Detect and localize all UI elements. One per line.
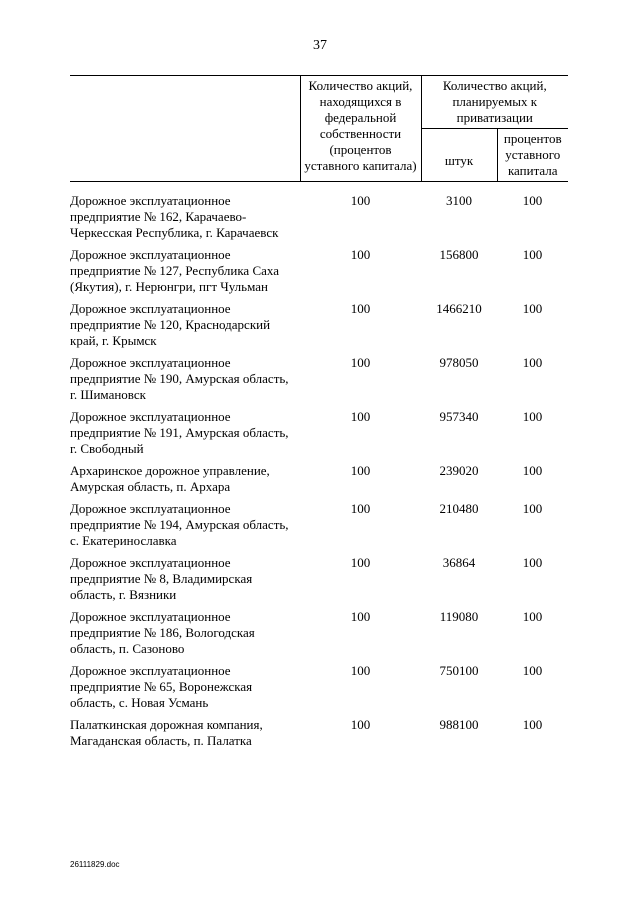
enterprise-name-cell: Дорожное эксплуатационное предприятие № 65, Воронежская область, с. Новая Усмань xyxy=(70,663,253,710)
planned-percent-capital-cell: 100 xyxy=(522,717,543,732)
table-row xyxy=(70,501,568,555)
table-row xyxy=(70,555,568,609)
federal-share-percent-cell: 100 xyxy=(350,355,371,370)
planned-shares-count-cell: 978050 xyxy=(439,355,479,370)
table-row xyxy=(70,717,568,755)
federal-share-percent-cell: 100 xyxy=(350,501,371,516)
enterprise-name-cell: Палаткинская дорожная компания, Магаданская область, п. Палатка xyxy=(70,717,263,748)
table-body xyxy=(70,182,568,756)
table-row xyxy=(70,463,568,501)
table-row xyxy=(70,247,568,301)
federal-share-percent-cell: 100 xyxy=(350,463,371,478)
header-pieces: штук xyxy=(421,129,497,182)
federal-share-percent-cell: 100 xyxy=(350,409,371,424)
enterprise-name-cell: Дорожное эксплуатационное предприятие № 191, Амурская область, г. Свободный xyxy=(70,409,289,456)
header-federal-shares: Количество акций, находящихся в федеральной собственности (процентов уставного капитала) xyxy=(300,76,421,182)
footer-filename: 26111829.doc xyxy=(70,860,120,869)
privatization-table xyxy=(70,75,568,755)
federal-share-percent-cell: 100 xyxy=(350,247,371,262)
header-blank-cell xyxy=(70,76,300,182)
planned-percent-capital-cell: 100 xyxy=(522,409,543,424)
table-row xyxy=(70,663,568,717)
enterprise-name-cell: Дорожное эксплуатационное предприятие № 194, Амурская область, с. Екатеринославка xyxy=(70,501,289,548)
table-row xyxy=(70,355,568,409)
table-row xyxy=(70,301,568,355)
federal-share-percent-cell: 100 xyxy=(350,301,371,316)
planned-shares-count-cell: 119080 xyxy=(439,609,479,624)
federal-share-percent-cell: 100 xyxy=(350,663,371,678)
planned-percent-capital-cell: 100 xyxy=(522,463,543,478)
planned-shares-count-cell: 750100 xyxy=(439,663,479,678)
planned-shares-count-cell: 239020 xyxy=(439,463,479,478)
table-row xyxy=(70,609,568,663)
table-row xyxy=(70,409,568,463)
enterprise-name-cell: Дорожное эксплуатационное предприятие № 190, Амурская область, г. Шимановск xyxy=(70,355,289,402)
enterprise-name-cell: Дорожное эксплуатационное предприятие № 120, Краснодарский край, г. Крымск xyxy=(70,301,271,348)
planned-shares-count-cell: 957340 xyxy=(439,409,479,424)
planned-percent-capital-cell: 100 xyxy=(522,663,543,678)
federal-share-percent-cell: 100 xyxy=(350,717,371,732)
enterprise-name-cell: Дорожное эксплуатационное предприятие № 8, Владимирская область, г. Вязники xyxy=(70,555,253,602)
planned-shares-count-cell: 1466210 xyxy=(436,301,482,316)
table-spacer xyxy=(70,182,568,194)
enterprise-name-cell: Дорожное эксплуатационное предприятие № 186, Вологодская область, п. Сазоново xyxy=(70,609,255,656)
planned-percent-capital-cell: 100 xyxy=(522,355,543,370)
planned-percent-capital-cell: 100 xyxy=(522,555,543,570)
enterprise-name-cell: Дорожное эксплуатационное предприятие № 162, Карачаево-Черкесская Республика, г. Карачаевск xyxy=(70,193,279,240)
planned-shares-count-cell: 156800 xyxy=(439,247,479,262)
table-header-row xyxy=(70,76,568,129)
federal-share-percent-cell: 100 xyxy=(350,193,371,208)
federal-share-percent-cell: 100 xyxy=(350,555,371,570)
planned-percent-capital-cell: 100 xyxy=(522,301,543,316)
planned-percent-capital-cell: 100 xyxy=(522,247,543,262)
planned-shares-count-cell: 36864 xyxy=(442,555,476,570)
planned-percent-capital-cell: 100 xyxy=(522,193,543,208)
header-planned-shares: Количество акций, планируемых к приватизации xyxy=(421,76,568,129)
planned-shares-count-cell: 210480 xyxy=(439,501,479,516)
table-row xyxy=(70,193,568,247)
planned-percent-capital-cell: 100 xyxy=(522,609,543,624)
enterprise-name-cell: Архаринское дорожное управление, Амурская область, п. Архара xyxy=(70,463,270,494)
planned-shares-count-cell: 988100 xyxy=(439,717,479,732)
header-percent-capital: процентов уставного капитала xyxy=(497,129,568,182)
planned-shares-count-cell: 3100 xyxy=(446,193,472,208)
page-number: 37 xyxy=(313,38,327,53)
federal-share-percent-cell: 100 xyxy=(350,609,371,624)
enterprise-name-cell: Дорожное эксплуатационное предприятие № 127, Республика Саха (Якутия), г. Нерюнгри, пгт Чульман xyxy=(70,247,279,294)
planned-percent-capital-cell: 100 xyxy=(522,501,543,516)
